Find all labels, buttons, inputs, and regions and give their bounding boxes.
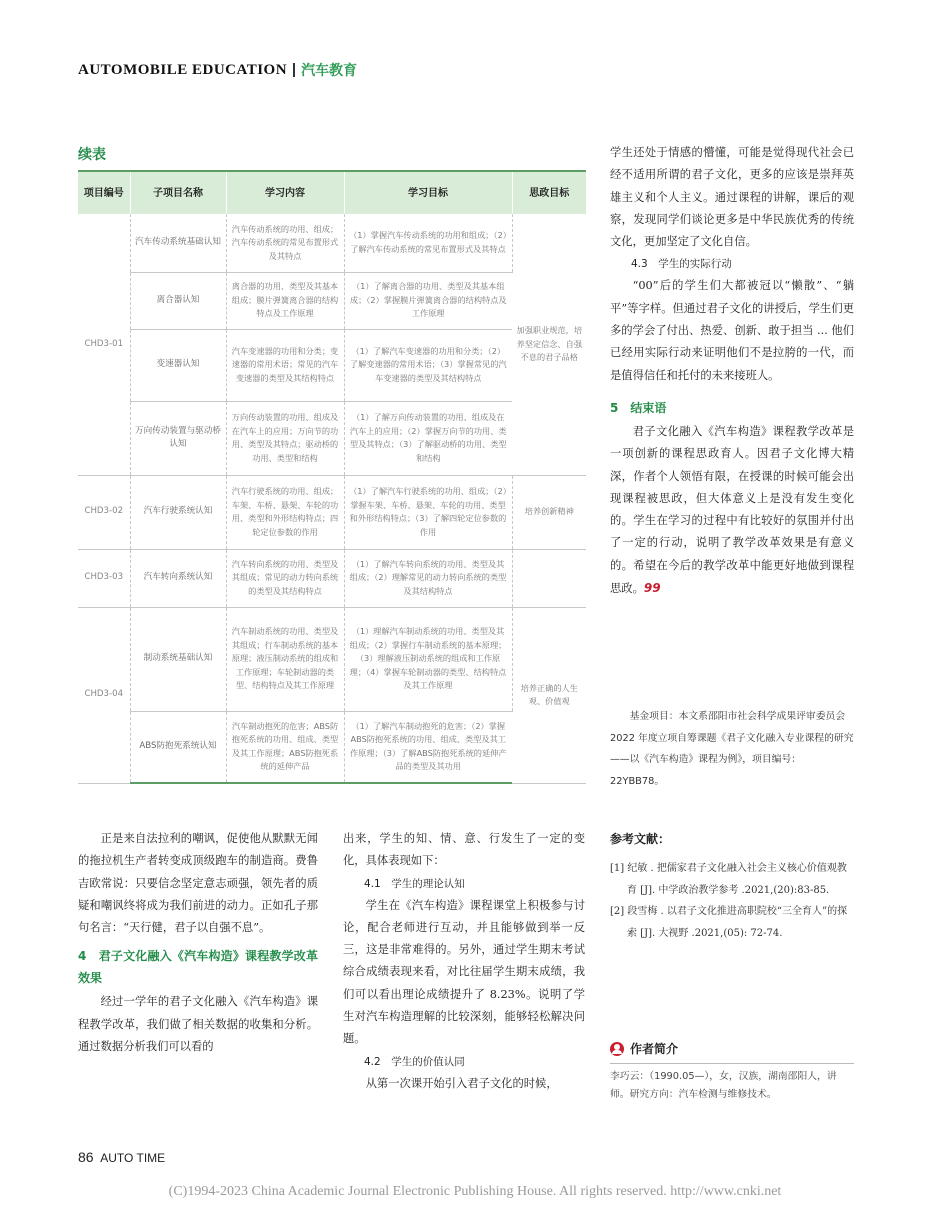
fund-note: 基金项目：本文系邵阳市社会科学成果评审委员会 2022 年度立项自筹课题《君子文化融入专业课程的研究——以《汽车构造》课程为例》，项目编号：22YBB78。 <box>610 711 854 787</box>
author-bio: 李巧云：（1990.05—），女，汉族，湖南邵阳人，讲师。研究方向：汽车检测与维修技术。 <box>610 1071 837 1100</box>
learning-content: 汽车制动系统的功用、类型及其组成；行车制动系统的基本原理；液压制动系统的组成和工作原理；车轮制动器的类型、结构特点及其工作原理 <box>226 607 344 711</box>
text-column-3 <box>610 142 854 600</box>
learning-target: （1）掌握汽车传动系统的功用和组成；（2）了解汽车传动系统的常见布置形式及其特点 <box>344 214 512 272</box>
learning-content: 离合器的功用、类型及其基本组成；膜片弹簧离合器的结构特点及工作原理 <box>226 272 344 329</box>
table-row <box>78 711 586 783</box>
text-column-2 <box>343 828 585 1095</box>
learning-target: （1）了解汽车制动抱死的危害；（2）掌握ABS防抱死系统的功用、组成、类型及其工作原理；（3）了解ABS防抱死系统的延伸产品的类型及其功用 <box>344 711 512 783</box>
author-title-text: 作者简介 <box>630 1042 679 1056</box>
subsection-heading-4-1: 4.1 学生的理论认知 <box>364 877 465 890</box>
ideological-goal <box>512 549 586 607</box>
sub-project-name: 万向传动装置与驱动桥认知 <box>130 401 226 475</box>
section-heading-5: 5 结束语 <box>610 400 667 415</box>
header-goal: 思政目标 <box>512 171 586 214</box>
learning-target: （1）了解汽车变速器的功用和分类；（2）了解变速器的常用术语；（3）掌握常见的汽车变速器的类型及其结构特点 <box>344 329 512 401</box>
paragraph: 出来，学生的知、情、意、行发生了一定的变化，具体表现如下： <box>343 832 585 868</box>
paragraph: 正是来自法拉利的嘲讽，促使他从默默无闻的拖拉机生产者转变成顶级跑车的制造商。费鲁吉欧常说：只要信念坚定意志顽强，领先者的质疑和嘲讽终将成为我们前进的动力。正如孔子那句名言：“天行健，君子以自强不息”。 <box>78 832 318 935</box>
table-title: 续表 <box>78 147 106 163</box>
page-number: 86 <box>78 1149 94 1165</box>
learning-target: （1）理解汽车制动系统的功用、类型及其组成；（2）掌握行车制动系统的基本原理；（3）理解液压制动系统的组成和工作原理；（4）掌握车轮制动器的类型、结构特点及其工作原理 <box>344 607 512 711</box>
table-row <box>78 401 586 475</box>
sub-project-name: 制动系统基础认知 <box>130 607 226 711</box>
running-header <box>78 60 357 80</box>
sub-project-name: 汽车传动系统基础认知 <box>130 214 226 272</box>
paragraph: 经过一学年的君子文化融入《汽车构造》课程教学改革，我们做了相关数据的收集和分析。通过数据分析我们可以看的 <box>78 995 318 1054</box>
section-heading-4: 4 君子文化融入《汽车构造》课程教学改革效果 <box>78 949 318 986</box>
learning-target: （1）了解汽车行驶系统的功用、组成；（2）掌握车架、车桥、悬架、车轮的功用、类型和外形结构特点；（3）了解四轮定位参数的作用 <box>344 475 512 549</box>
references-title: 参考文献： <box>610 832 671 846</box>
sub-project-name: 汽车行驶系统认知 <box>130 475 226 549</box>
paragraph: 从第一次课开始引入君子文化的时候， <box>365 1076 558 1090</box>
sub-project-name: 离合器认知 <box>130 272 226 329</box>
person-icon <box>610 1042 624 1056</box>
learning-content: 汽车传动系统的功用、组成；汽车传动系统的常见布置形式及其特点 <box>226 214 344 272</box>
header-divider <box>293 63 295 77</box>
table-row <box>78 549 586 607</box>
table-row <box>78 272 586 329</box>
learning-content: 汽车变速器的功用和分类；变速器的常用术语；常见的汽车变速器的类型及其结构特点 <box>226 329 344 401</box>
table-header-row <box>78 171 586 214</box>
author-box <box>610 1040 854 1104</box>
paragraph <box>610 421 854 600</box>
curriculum-table <box>78 170 586 784</box>
header-english: AUTOMOBILE EDUCATION <box>78 61 288 78</box>
subsection-heading-4-2: 4.2 学生的价值认同 <box>364 1055 465 1068</box>
paragraph: 学生在《汽车构造》课程课堂上积极参与讨论，配合老师进行互动，并且能够做到举一反三，这是非常难得的。另外，通过学生期末考试综合成绩表现来看，对比往届学生期末成绩，我们可以看出理论成绩提升了 8.23%。说明了学生对汽车构造理解的比较深刻，能够轻松解决问题。 <box>343 898 585 1046</box>
table-row <box>78 214 586 272</box>
subsection-heading-4-3: 4.3 学生的实际行动 <box>631 258 732 271</box>
ideological-goal: 培养创新精神 <box>512 475 586 549</box>
table-row <box>78 329 586 401</box>
header-code: 项目编号 <box>78 171 130 214</box>
header-chinese: 汽车教育 <box>301 63 358 79</box>
project-code: CHD3-02 <box>78 475 130 549</box>
sub-project-name: 汽车转向系统认知 <box>130 549 226 607</box>
learning-content: 汽车转向系统的功用、类型及其组成；常见的动力转向系统的类型及其结构特点 <box>226 549 344 607</box>
sub-project-name: ABS防抱死系统认知 <box>130 711 226 783</box>
page-folio <box>78 1149 165 1165</box>
text-column-1 <box>78 828 318 1058</box>
header-target: 学习目标 <box>344 171 512 214</box>
learning-target: （1）了解汽车转向系统的功用、类型及其组成；（2）理解常见的动力转向系统的类型及其结构特点 <box>344 549 512 607</box>
table-row <box>78 607 586 711</box>
header-content: 学习内容 <box>226 171 344 214</box>
end-mark: 99 <box>643 581 661 596</box>
table-row <box>78 475 586 549</box>
author-title <box>610 1040 854 1057</box>
learning-content: 汽车行驶系统的功用、组成；车架、车桥、悬架、车轮的功用、类型和外形结构特点；四轮定位参数的作用 <box>226 475 344 549</box>
sub-project-name: 变速器认知 <box>130 329 226 401</box>
copyright-footer: (C)1994-2023 China Academic Journal Electronic Publishing House. All rights reserved. http://www.cnki.net <box>168 1184 782 1199</box>
project-code: CHD3-03 <box>78 549 130 607</box>
divider <box>610 1063 854 1064</box>
ideological-goal: 培养正确的人生观、价值观 <box>512 607 586 783</box>
reference-item: [1] 纪敏 . 把儒家君子文化融入社会主义核心价值观教育 [J]. 中学政治教学参考 .2021,(20):83-85. <box>610 863 847 896</box>
conclusion-text: 君子文化融入《汽车构造》课程教学改革是一项创新的课程思政育人。因君子文化博大精深，作者个人领悟有限，在授课的时候可能会出现课程被思政，但大体意义上是没有发生变化的。学生在学习的过程中有比较好的氛围并付出了一定的行动，说明了教学改革效果是有意义的。希望在今后的教学改革中能更好地做到课程思政。 <box>610 424 854 596</box>
paragraph: “00”后的学生们大都被冠以“懒散”、“躺平”等字样。但通过君子文化的讲授后，学生们更多的学会了付出、热爱、创新、敢于担当 ... 他们已经用实际行动来证明他们不是拉胯的一代，而是值得信任和托付的未来接班人。 <box>610 279 854 382</box>
project-code: CHD3-04 <box>78 607 130 783</box>
learning-target: （1）了解万向传动装置的功用、组成及在汽车上的应用；（2）掌握万向节的功用、类型及其特点；（3）了解驱动桥的功用、类型和结构 <box>344 401 512 475</box>
journal-name: AUTO TIME <box>100 1151 166 1165</box>
learning-target: （1）了解离合器的功用、类型及其基本组成；（2）掌握膜片弹簧离合器的结构特点及工作原理 <box>344 272 512 329</box>
header-name: 子项目名称 <box>130 171 226 214</box>
paragraph: 学生还处于情感的懵懂，可能是觉得现代社会已经不适用所谓的君子文化，更多的应该是崇拜英雄主义和个人主义。通过课程的讲解，课后的观察，发现同学们谈论更多是中华民族优秀的传统文化，更加坚定了文化自信。 <box>610 146 854 249</box>
ideological-goal: 加强职业规范，培养坚定信念、自强不息的君子品格 <box>512 214 586 475</box>
project-code: CHD3-01 <box>78 214 130 475</box>
reference-item: [2] 段雪梅 . 以君子文化推进高职院校“三全育人”的探索 [J]. 大视野 .2021,(05): 72-74. <box>610 906 848 939</box>
learning-content: 汽车制动抱死的危害；ABS防抱死系统的功用、组成、类型及其工作原理；ABS防抱死系统的延伸产品 <box>226 711 344 783</box>
learning-content: 万向传动装置的功用、组成及在汽车上的应用；万向节的功用、类型及其特点；驱动桥的功用、类型和结构 <box>226 401 344 475</box>
references-list <box>610 858 854 944</box>
